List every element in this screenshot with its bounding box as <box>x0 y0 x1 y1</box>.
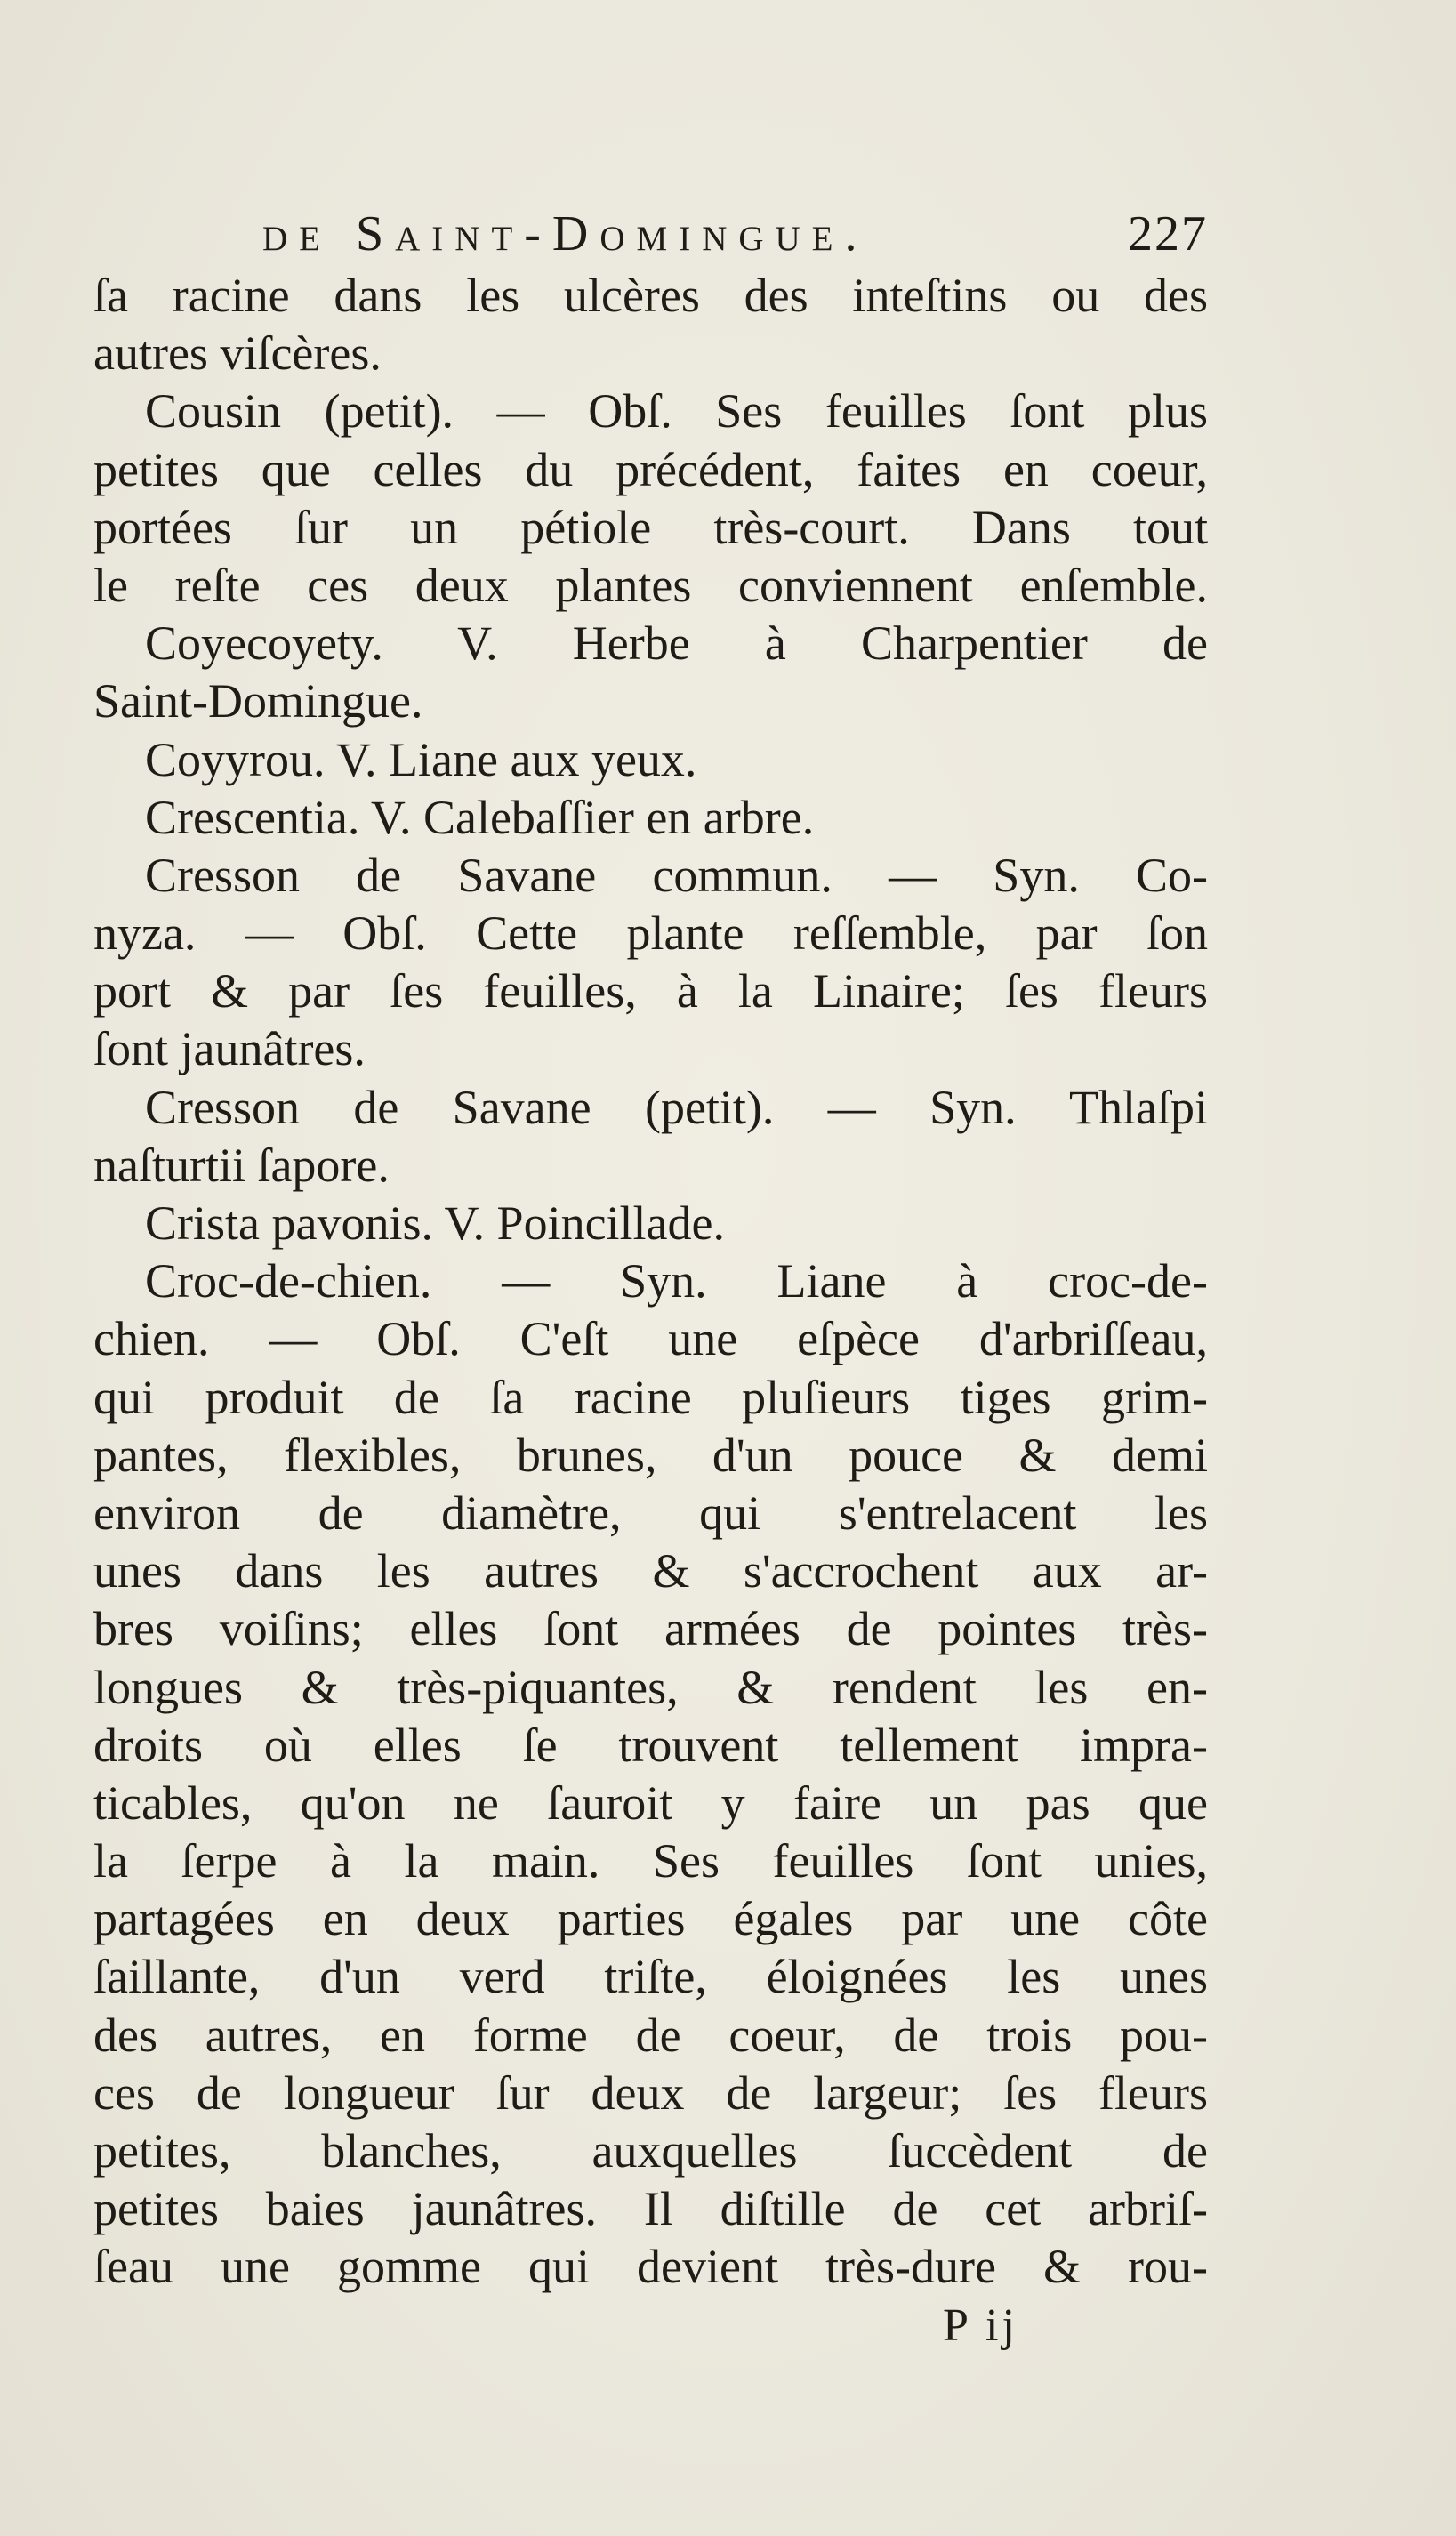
text-line: autres viſcères. <box>93 326 382 381</box>
text-line: petites que celles du précédent, faites en coeur, <box>93 442 1208 496</box>
text-line: bres voiſins; elles ſont armées de pointes très- <box>93 1602 1208 1656</box>
text-line: environ de diamètre, qui s'entrelacent les <box>93 1485 1208 1540</box>
entry-cousin-petit: Cousin (petit). — Obſ. Ses feuilles ſont plus <box>145 384 1208 439</box>
entry-crista-pavonis: Crista pavonis. V. Poincillade. <box>145 1196 725 1250</box>
text-line: ſeau une gomme qui devient très-dure & rou- <box>93 2240 1208 2294</box>
signature-mark: P ij <box>943 2300 1018 2351</box>
page-header <box>93 203 1208 265</box>
entry-coyecoyety: Coyecoyety. V. Herbe à Charpentier de <box>145 616 1208 671</box>
text-line: qui produit de ſa racine pluſieurs tiges grim- <box>93 1370 1208 1424</box>
running-head: de Saint-Domingue. <box>262 206 869 262</box>
entry-coyyrou: Coyyrou. V. Liane aux yeux. <box>145 732 697 786</box>
entry-cresson-commun: Cresson de Savane commun. — Syn. Co- <box>145 848 1208 902</box>
text-line: partagées en deux parties égales par une côte <box>93 1892 1208 1946</box>
text-line: port & par ſes feuilles, à la Linaire; ſes fleurs <box>93 964 1208 1018</box>
text-line: ſa racine dans les ulcères des inteſtins ou des <box>93 269 1208 322</box>
text-line: des autres, en forme de coeur, de trois pou- <box>93 2008 1208 2062</box>
text-line: pantes, flexibles, brunes, d'un pouce & demi <box>93 1428 1208 1482</box>
entry-cresson-petit: Cresson de Savane (petit). — Syn. Thlaſpi <box>145 1080 1208 1134</box>
text-line: le reſte ces deux plantes conviennent enſemble. <box>93 558 1208 612</box>
text-line: droits où elles ſe trouvent tellement impra- <box>93 1718 1208 1772</box>
text-line: longues & très-piquantes, & rendent les en- <box>93 1660 1208 1714</box>
text-line: portées ſur un pétiole très-court. Dans tout <box>93 500 1208 554</box>
text-line: petites, blanches, auxquelles ſuccèdent de <box>93 2124 1208 2178</box>
text-line: unes dans les autres & s'accrochent aux ar- <box>93 1544 1208 1598</box>
text-line: naſturtii ſapore. <box>93 1138 390 1192</box>
text-line: ſaillante, d'un verd triſte, éloignées les unes <box>93 1950 1208 2004</box>
text-line: la ſerpe à la main. Ses feuilles ſont unies, <box>93 1834 1208 1888</box>
text-line: nyza. — Obſ. Cette plante reſſemble, par ſon <box>93 906 1208 961</box>
text-line: ſont jaunâtres. <box>93 1022 366 1076</box>
text-line: chien. — Obſ. C'eſt une eſpèce d'arbriſſeau, <box>93 1312 1208 1366</box>
entry-crescentia: Crescentia. V. Calebaſſier en arbre. <box>145 790 815 844</box>
text-line: ces de longueur ſur deux de largeur; ſes fleurs <box>93 2065 1208 2120</box>
body-text <box>93 267 1208 2297</box>
text-line: petites baies jaunâtres. Il diſtille de cet arbriſ- <box>93 2182 1208 2236</box>
text-line: ticables, qu'on ne ſauroit y faire un pas que <box>93 1775 1208 1830</box>
text-line: Saint-Domingue. <box>93 674 423 729</box>
page-number: 227 <box>1128 206 1208 262</box>
entry-croc-de-chien: Croc-de-chien. — Syn. Liane à croc-de- <box>145 1254 1208 1308</box>
